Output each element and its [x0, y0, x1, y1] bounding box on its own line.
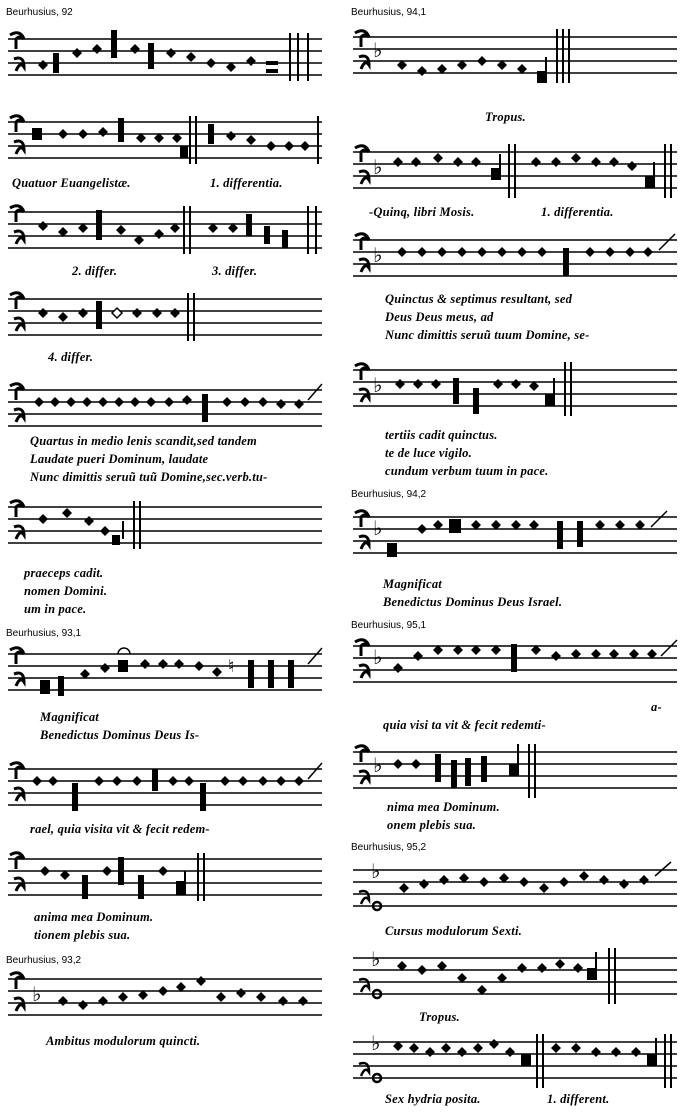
- lyric-line: Magnificat: [40, 710, 99, 724]
- lyric-line: praeceps cadit.: [24, 566, 104, 580]
- lyric-line: Quartus in medio lenis scandit,sed tandem: [30, 434, 257, 448]
- svg-text:♭: ♭: [373, 753, 383, 777]
- music-staff: [353, 740, 683, 802]
- music-staff: [353, 1030, 683, 1092]
- svg-text:♭: ♭: [373, 645, 383, 669]
- music-staff: [353, 634, 683, 696]
- source-label-b94-1: Beurhusius, 94,1: [351, 7, 427, 18]
- music-staff: [353, 140, 683, 202]
- music-staff: [353, 505, 683, 575]
- lyric-line: tertiis cadit quinctus.: [385, 428, 498, 442]
- lyric-line: te de luce vigilo.: [385, 446, 472, 460]
- lyric-line: onem plebis sua.: [387, 818, 476, 832]
- lyric-quatuor: Quatuor Euangelistæ.: [12, 176, 131, 190]
- lyric-line: a-: [651, 700, 662, 714]
- lyric-line: Ambitus modulorum quincti.: [46, 1034, 201, 1048]
- svg-text:♭: ♭: [373, 516, 383, 540]
- svg-text:♮: ♮: [228, 656, 235, 677]
- lyric-differ-2: 2. differ.: [72, 264, 118, 278]
- lyric-line: 1. different.: [547, 1092, 610, 1106]
- music-staff: [353, 358, 683, 420]
- lyric-line: anima mea Dominum.: [34, 910, 154, 924]
- right-column: [345, 0, 685, 1116]
- lyric-line: tionem plebis sua.: [34, 928, 131, 942]
- music-staff: [353, 228, 683, 290]
- music-staff: [8, 495, 328, 557]
- svg-text:♭: ♭: [371, 947, 381, 971]
- music-staff: [8, 200, 328, 262]
- lyric-differ-3: 3. differ.: [212, 264, 258, 278]
- music-staff: [8, 757, 328, 819]
- lyric-tropus-2: Tropus.: [419, 1010, 460, 1024]
- music-staff: [8, 25, 328, 87]
- lyric-line: Benedictus Dominus Deus Is-: [40, 728, 200, 742]
- svg-text:♭: ♭: [373, 38, 383, 62]
- svg-text:♭: ♭: [373, 243, 383, 267]
- lyric-line: Sex hydria posita.: [385, 1092, 481, 1106]
- music-staff: [8, 378, 328, 440]
- lyric-tropus: Tropus.: [485, 110, 526, 124]
- source-label-b95-1: Beurhusius, 95,1: [351, 620, 427, 631]
- music-staff: [8, 967, 328, 1029]
- lyric-line: Laudate pueri Dominum, laudate: [30, 452, 209, 466]
- lyric-line: quia visi ta vit & fecit redemti-: [383, 718, 546, 732]
- music-staff: [8, 640, 328, 708]
- svg-text:♭: ♭: [373, 155, 383, 179]
- music-staff: [353, 944, 683, 1010]
- source-label-b95-2: Beurhusius, 95,2: [351, 842, 427, 853]
- source-label-b93-1: Beurhusius, 93,1: [6, 628, 82, 639]
- lyric-line: -Quinq, libri Mosis.: [369, 205, 475, 219]
- svg-text:♭: ♭: [371, 1031, 381, 1055]
- music-staff: [353, 856, 683, 922]
- source-label-b93-2: Beurhusius, 93,2: [6, 955, 82, 966]
- lyric-line: Benedictus Dominus Deus Israel.: [383, 595, 563, 609]
- music-staff: [8, 847, 328, 909]
- svg-text:♭: ♭: [32, 982, 42, 1006]
- lyric-line: Deus Deus meus, ad: [385, 310, 494, 324]
- lyric-differentia-1: 1. differentia.: [210, 176, 283, 190]
- lyric-line: 1. differentia.: [541, 205, 614, 219]
- lyric-line: nima mea Dominum.: [387, 800, 500, 814]
- lyric-line: Quinctus & septimus resultant, sed: [385, 292, 573, 306]
- svg-text:♭: ♭: [373, 373, 383, 397]
- lyric-differ-4: 4. differ.: [48, 350, 94, 364]
- lyric-line: Magnificat: [383, 577, 442, 591]
- source-label-b92: Beurhusius, 92: [6, 7, 73, 18]
- lyric-line: Nunc dimittis seruũ tuũ Domine,sec.verb.tu-: [30, 470, 268, 484]
- lyric-line: nomen Domini.: [24, 584, 108, 598]
- lyric-line: cundum verbum tuum in pace.: [385, 464, 549, 478]
- source-label-b94-2: Beurhusius, 94,2: [351, 489, 427, 500]
- svg-text:♭: ♭: [371, 859, 381, 883]
- lyric-line: Nunc dimittis seruũ tuum Domine, se-: [385, 328, 590, 342]
- lyric-line: um in pace.: [24, 602, 87, 616]
- music-staff: [8, 287, 328, 349]
- lyric-line: Cursus modulorum Sexti.: [385, 924, 522, 938]
- music-staff: [353, 25, 683, 87]
- music-staff: [8, 110, 328, 172]
- left-column: [0, 0, 340, 1116]
- lyric-line: rael, quia visita vit & fecit redem-: [30, 822, 210, 836]
